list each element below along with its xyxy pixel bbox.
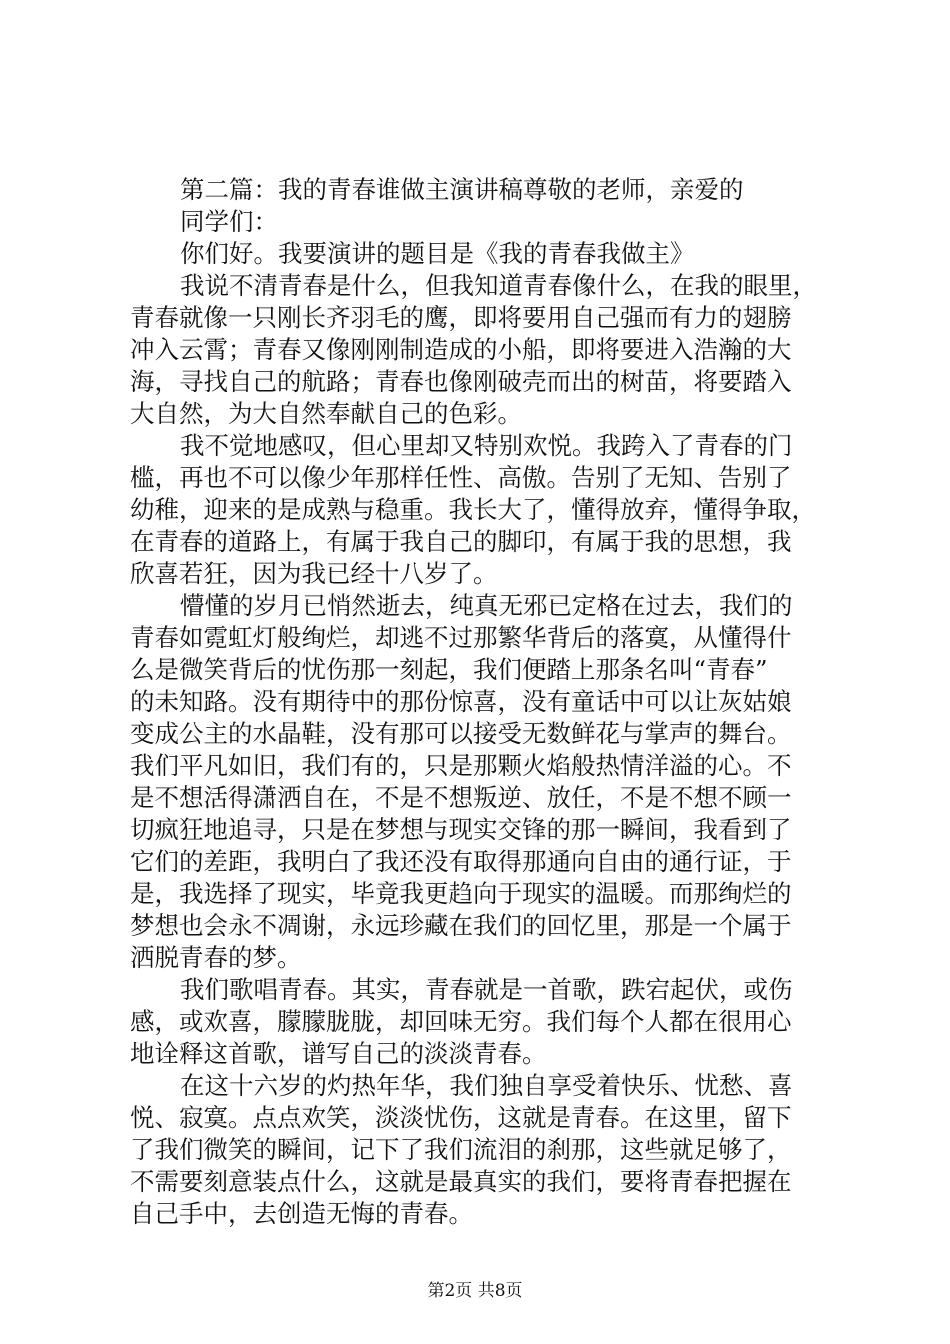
- text-line: 在这十六岁的灼热年华，我们独自享受着快乐、忧愁、喜: [180, 1071, 793, 1100]
- text-line: 青春就像一只刚长齐羽毛的鹰，即将要用自己强而有力的翅膀: [130, 303, 792, 332]
- text-line: 欣喜若狂，因为我已经十八岁了。: [130, 559, 498, 588]
- text-line: 青春如霓虹灯般绚烂，却逃不过那繁华背后的落寞，从懂得什: [130, 623, 792, 652]
- text-line: 同学们：: [180, 207, 278, 236]
- text-line: 幼稚，迎来的是成熟与稳重。我长大了，懂得放弃，懂得争取，: [130, 495, 816, 524]
- text-line: 我们平凡如旧，我们有的，只是那颗火焰般热情洋溢的心。不: [130, 751, 792, 780]
- text-line: 是不想活得潇洒自在，不是不想叛逆、放任，不是不想不顾一: [130, 783, 792, 812]
- text-line: 是，我选择了现实，毕竟我更趋向于现实的温暖。而那绚烂的: [130, 879, 792, 908]
- text-line: 洒脱青春的梦。: [130, 943, 302, 972]
- text-line: 我说不清青春是什么，但我知道青春像什么，在我的眼里，: [180, 271, 817, 300]
- text-line: 我们歌唱青春。其实，青春就是一首歌，跌宕起伏，或伤: [180, 975, 793, 1004]
- text-line: 地诠释这首歌，谱写自己的淡淡青春。: [130, 1039, 547, 1068]
- text-line: 悦、寂寞。点点欢笑，淡淡忧伤，这就是青春。在这里，留下: [130, 1103, 792, 1132]
- text-line: 第二篇：我的青春谁做主演讲稿尊敬的老师，亲爱的: [180, 175, 744, 204]
- text-line: 我不觉地感叹，但心里却又特别欢悦。我跨入了青春的门: [180, 431, 793, 460]
- text-line: 槛，再也不可以像少年那样任性、高傲。告别了无知、告别了: [130, 463, 792, 492]
- text-line: 海，寻找自己的航路；青春也像刚破壳而出的树苗，将要踏入: [130, 367, 792, 396]
- text-line: 梦想也会永不凋谢，永远珍藏在我们的回忆里，那是一个属于: [130, 911, 792, 940]
- text-line: 了我们微笑的瞬间，记下了我们流泪的刹那，这些就足够了，: [130, 1135, 792, 1164]
- text-line: 变成公主的水晶鞋，没有那可以接受无数鲜花与掌声的舞台。: [130, 719, 792, 748]
- page-number-footer: 第2页 共8页: [427, 1281, 523, 1301]
- text-line: 感，或欢喜，朦朦胧胧，却回味无穷。我们每个人都在很用心: [130, 1007, 792, 1036]
- text-line: 冲入云霄；青春又像刚刚制造成的小船，即将要进入浩瀚的大: [130, 335, 792, 364]
- text-line: 自己手中，去创造无悔的青春。: [130, 1199, 473, 1228]
- text-line: 在青春的道路上，有属于我自己的脚印，有属于我的思想，我: [130, 527, 792, 556]
- text-line: 么是微笑背后的忧伤那一刻起，我们便踏上那条名叫“青春”: [130, 655, 768, 684]
- text-line: 懵懂的岁月已悄然逝去，纯真无邪已定格在过去，我们的: [180, 591, 793, 620]
- text-line: 大自然，为大自然奉献自己的色彩。: [130, 399, 522, 428]
- text-line: 它们的差距，我明白了我还没有取得那通向自由的通行证，于: [130, 847, 792, 876]
- text-line: 的未知路。没有期待中的那份惊喜，没有童话中可以让灰姑娘: [130, 687, 792, 716]
- text-line: 你们好。我要演讲的题目是《我的青春我做主》: [180, 239, 695, 268]
- text-line: 不需要刻意装点什么，这就是最真实的我们，要将青春把握在: [130, 1167, 792, 1196]
- text-line: 切疯狂地追寻，只是在梦想与现实交锋的那一瞬间，我看到了: [130, 815, 792, 844]
